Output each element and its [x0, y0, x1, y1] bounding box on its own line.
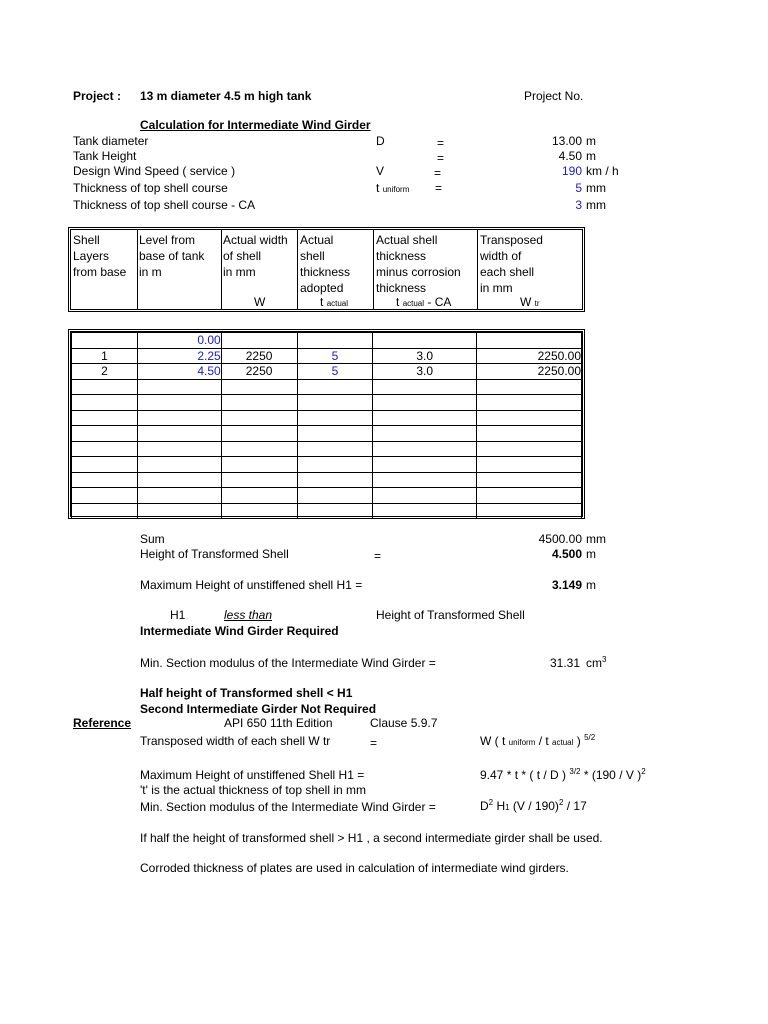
cell-corr: 3.0 — [373, 364, 477, 380]
cell-layer — [72, 379, 138, 395]
cell-level — [137, 441, 221, 457]
min-section-unit: $cm^3$ — [586, 655, 607, 670]
input-label-thick-ca: Thickness of top shell course - CA — [73, 198, 256, 212]
hts-eq: = — [374, 549, 382, 563]
cell-width — [221, 333, 297, 349]
cell-layer — [72, 333, 138, 349]
cell-width: 2250 — [221, 348, 297, 364]
cell-corr — [373, 333, 477, 349]
compare-h1: H1 — [170, 608, 186, 622]
wtr-label: Transposed width of each shell W tr — [140, 734, 331, 748]
cell-level — [137, 472, 221, 488]
table-row — [72, 503, 582, 519]
cell-thick — [297, 379, 373, 395]
hts-unit: m — [586, 547, 596, 561]
table-row — [72, 348, 582, 364]
h1-label: Maximum Height of unstiffened shell H1 = — [140, 578, 363, 592]
cell-level — [137, 488, 221, 504]
cell-width — [221, 410, 297, 426]
cell-layer — [72, 395, 138, 411]
col-header-wtr: Transposed width of each shell in mm — [480, 233, 543, 295]
cell-corr — [373, 410, 477, 426]
input-unit-thick-ca: mm — [586, 198, 606, 212]
col-header-thick-sym: t actual — [320, 295, 349, 309]
reference-standard: API 650 11th Edition — [224, 716, 333, 730]
z-formula-label: Min. Section modulus of the Intermediate Wind Girder = — [140, 800, 436, 814]
reference-label: Reference — [73, 716, 132, 730]
cell-wtr — [477, 488, 582, 504]
sum-unit: mm — [586, 532, 606, 546]
input-eq-height: = — [437, 151, 445, 165]
h1-value: 3.149 — [551, 578, 582, 592]
compare-operator: less than — [224, 608, 273, 622]
cell-wtr — [477, 503, 582, 519]
h1-formula-label: Maximum Height of unstiffened Shell H1 = — [140, 768, 365, 782]
project-no-label: Project No. — [524, 89, 584, 103]
cell-level — [137, 379, 221, 395]
cell-wtr — [477, 333, 582, 349]
cell-thick — [297, 503, 373, 519]
table-row — [72, 472, 582, 488]
cell-level — [137, 503, 221, 519]
reference-clause: Clause 5.9.7 — [370, 716, 438, 730]
col-header-thick: Actual shell thickness adopted — [300, 233, 351, 295]
project-title: 13 m diameter 4.5 m high tank — [140, 89, 312, 103]
cell-thick — [297, 457, 373, 473]
cell-width — [221, 379, 297, 395]
cell-width — [221, 441, 297, 457]
input-unit-wind: km / h — [586, 164, 619, 178]
input-eq-diameter: = — [437, 136, 445, 150]
cell-level: 0.00 — [137, 333, 221, 349]
h1-formula: 9.47 * t * ( t / D ) $^{3/2}$ * (190 / V )$^2$ — [480, 767, 646, 782]
input-symbol-diameter: D — [376, 134, 385, 148]
table-row — [72, 457, 582, 473]
sum-label: Sum — [140, 532, 165, 546]
cell-layer: 2 — [72, 364, 138, 380]
cell-width — [221, 488, 297, 504]
wtr-eq: = — [370, 736, 378, 750]
cell-corr — [373, 395, 477, 411]
input-value-wind: 190 — [561, 164, 582, 178]
cell-corr — [373, 488, 477, 504]
project-label: Project : — [73, 89, 122, 103]
input-label-thick: Thickness of top shell course — [73, 181, 228, 195]
cell-wtr — [477, 395, 582, 411]
cell-wtr — [477, 379, 582, 395]
cell-level — [137, 457, 221, 473]
cell-level: 2.25 — [137, 348, 221, 364]
cell-level — [137, 395, 221, 411]
input-unit-thick: mm — [586, 181, 606, 195]
calc-title: Calculation for Intermediate Wind Girder — [140, 118, 371, 132]
cell-wtr — [477, 441, 582, 457]
cell-level: 4.50 — [137, 364, 221, 380]
data-table — [71, 332, 582, 519]
cell-wtr: 2250.00 — [477, 364, 582, 380]
cell-corr: 3.0 — [373, 348, 477, 364]
cell-layer — [72, 441, 138, 457]
cell-width — [221, 426, 297, 442]
cell-thick — [297, 472, 373, 488]
input-unit-height: m — [586, 149, 596, 163]
input-symbol-thick: t uniform — [376, 181, 410, 195]
cell-layer — [72, 488, 138, 504]
cell-corr — [373, 426, 477, 442]
input-value-diameter: 13.00 — [551, 134, 582, 148]
second-girder-check: Second Intermediate Girder Not Required — [140, 702, 377, 716]
compare-rhs: Height of Transformed Shell — [376, 608, 525, 622]
cell-layer — [72, 472, 138, 488]
cell-thick — [297, 395, 373, 411]
cell-thick: 5 — [297, 348, 373, 364]
cell-corr — [373, 457, 477, 473]
input-symbol-wind: V — [376, 164, 385, 178]
t-note: 't' is the actual thickness of top shell in mm — [140, 783, 367, 797]
cell-layer — [72, 426, 138, 442]
col-header-level: Level from base of tank in m — [139, 233, 205, 279]
cell-width — [221, 457, 297, 473]
cell-thick — [297, 410, 373, 426]
cell-thick — [297, 488, 373, 504]
cell-width: 2250 — [221, 364, 297, 380]
input-value-height: 4.50 — [558, 149, 582, 163]
cell-level — [137, 410, 221, 426]
cell-thick — [297, 426, 373, 442]
input-unit-diameter: m — [586, 134, 596, 148]
cell-layer — [72, 503, 138, 519]
col-header-shell: Shell Layers from base — [73, 233, 127, 279]
input-eq-wind: = — [434, 166, 442, 180]
cell-corr — [373, 441, 477, 457]
cell-level — [137, 426, 221, 442]
table-row — [72, 364, 582, 380]
girder-required: Intermediate Wind Girder Required — [140, 624, 339, 638]
note-corroded: Corroded thickness of plates are used in calculation of intermediate wind girders. — [140, 861, 569, 875]
table-row — [72, 441, 582, 457]
cell-layer — [72, 457, 138, 473]
cell-corr — [373, 379, 477, 395]
table-row — [72, 379, 582, 395]
half-height-check: Half height of Transformed shell < H1 — [140, 686, 353, 700]
table-row — [72, 488, 582, 504]
sum-value: 4500.00 — [538, 532, 582, 546]
cell-wtr: 2250.00 — [477, 348, 582, 364]
table-row — [72, 410, 582, 426]
cell-thick — [297, 333, 373, 349]
cell-width — [221, 503, 297, 519]
note-second-girder: If half the height of transformed shell > H1 , a second intermediate girder shall be used. — [140, 831, 603, 845]
hts-label: Height of Transformed Shell — [140, 547, 289, 561]
col-header-wtr-sym: W tr — [520, 295, 540, 309]
cell-layer — [72, 410, 138, 426]
col-header-width-sym: W — [254, 295, 266, 309]
z-formula: $D^2$ H1 (V / 190)$^2$ / 17 — [480, 798, 587, 813]
table-row — [72, 333, 582, 349]
input-value-thick: 5 — [575, 181, 582, 195]
cell-thick: 5 — [297, 364, 373, 380]
hts-value: 4.500 — [551, 547, 582, 561]
cell-width — [221, 472, 297, 488]
input-label-wind: Design Wind Speed ( service ) — [73, 164, 236, 178]
cell-layer: 1 — [72, 348, 138, 364]
input-label-diameter: Tank diameter — [73, 134, 149, 148]
cell-corr — [373, 503, 477, 519]
table-row — [72, 395, 582, 411]
cell-wtr — [477, 472, 582, 488]
input-eq-thick: = — [435, 181, 443, 195]
cell-wtr — [477, 457, 582, 473]
cell-wtr — [477, 410, 582, 426]
col-header-corr: Actual shell thickness minus corrosion thickness — [376, 233, 461, 295]
h1-unit: m — [586, 578, 596, 592]
table-row — [72, 426, 582, 442]
input-label-height: Tank Height — [73, 149, 137, 163]
col-header-width: Actual width of shell in mm — [223, 233, 288, 279]
input-value-thick-ca: 3 — [575, 198, 582, 212]
min-section-value: 31.31 — [549, 656, 580, 670]
col-header-corr-sym: t actual - CA — [396, 295, 452, 309]
cell-width — [221, 395, 297, 411]
min-section-label: Min. Section modulus of the Intermediate Wind Girder = — [140, 656, 436, 670]
cell-corr — [373, 472, 477, 488]
wtr-formula: W ( t uniform / t actual ) $^{5/2}$ — [480, 733, 596, 748]
cell-wtr — [477, 426, 582, 442]
cell-thick — [297, 441, 373, 457]
